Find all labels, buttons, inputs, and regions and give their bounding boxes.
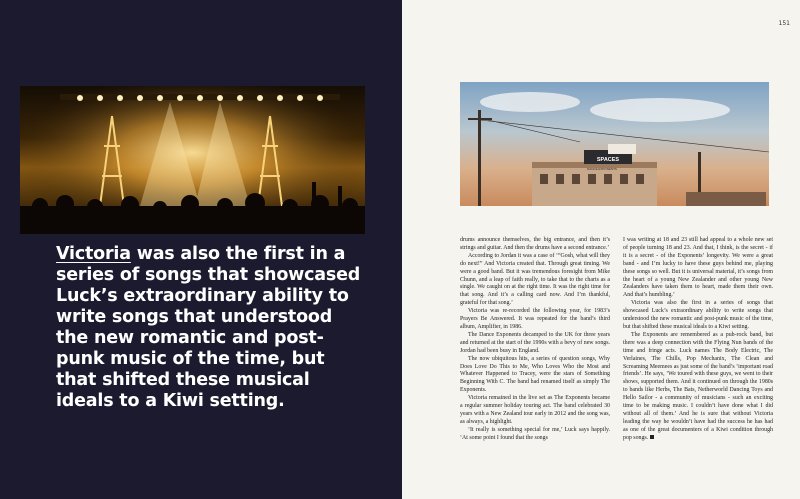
paragraph: The Dance Exponents decamped to the UK for three years and returned at the start of the 1990s with a bevy of new songs. Jordan had been busy in England. <box>460 331 610 354</box>
end-of-article-mark <box>650 435 654 439</box>
street-building-photo <box>460 82 769 206</box>
paragraph: The now ubiquitous hits, a series of question songs, Why Does Love Do This to Me, Who Loves Who the Most and Whatever Happened to Tracey, were the stars of Something Beginning With C. The band had renamed itself as simply The Exponents. <box>460 355 610 394</box>
paragraph: ‘It really is something special for me,’ Luck says happily. ‘At some point I found that the songs <box>460 426 610 441</box>
paragraph: drums announce themselves, the big entrance, and then it’s strings and guitar. And then the drums have a second entrance.’ <box>460 237 610 251</box>
pull-quote <box>56 244 366 412</box>
building-sign-text: SPACES <box>596 157 620 163</box>
pull-quote-song-title: Victoria <box>56 244 131 264</box>
article-column-1 <box>460 237 610 443</box>
concert-stage-photo <box>20 86 365 234</box>
paragraph: I was writing at 18 and 23 still had appeal to a whole new set of people turning 18 and 23. And that, I think, is the secret - if it is a secret - of the Exponents’ longevity. We were a great band - and I’m lucky to have these guys behind me, playing these songs so well. But it is universal material, it’s songs from the heart of a young New Zealander and other young New Zealanders have taken them to heart, made them their own. And that’s humbling.’ <box>623 237 773 299</box>
building-sign-subtext: DANCE EXPONENTS <box>587 167 617 171</box>
pull-quote-text: was also the first in a series of songs that showcased Luck’s extraordinary ability to write songs that understood the new romantic and post-punk music of the time, but that shifted these musical ideals to a Kiwi setting. <box>56 244 361 411</box>
paragraph-final <box>623 332 773 443</box>
article-column-2 <box>623 237 773 443</box>
paragraph: According to Jordan it was a case of ‘“Gosh, what will they do next!” And Victoria created that. Through great timing. We were a good band. But it was tremendous foresight from Mike Chunn, and a leap of faith really, to take that to the charts as a single. We caught on at the right time. It was the right time for that song. And it’s a calling card now. And I’m thankful, grateful for that song.’ <box>460 252 610 307</box>
paragraph: Victoria remained in the live set as The Exponents became a regular summer holiday touring act. The band celebrated 30 years with a New Zealand tour early in 2012 and the song was, as always, a highlight. <box>460 395 610 425</box>
right-page <box>402 0 800 499</box>
paragraph: Victoria was also the first in a series of songs that showcased Luck’s extraordinary ability to write songs that understood the new romantic and post-punk music of the time, but that shifted these musical ideals to a Kiwi setting. <box>623 300 773 330</box>
paragraph-text: The Exponents are remembered as a pub-rock band, but there was a deep connection with the Flying Nun bands of the time and fringe acts. Luck names The Body Electric, The Verlaines, The Chills, Pop Mechanix, The Clean and Screaming Meemees as just some of the band’s ‘important road friends’. He says, ‘We toured with these guys, we went to their shows, supported them. And it continued on through the 1980s to bands like Herbs, The Bats, Netherworld Dancing Toys and Hello Sailor - a community of musicians - such an exciting time to be making music. I couldn’t have done what I did without all of them.’ And he is sure that without Victoria leading the way he wouldn’t have had the success he has had as one of the great documenters of a Kiwi condition through pop songs. <box>623 331 773 441</box>
page-number: 151 <box>778 20 790 27</box>
paragraph: Victoria was re-recorded the following year, for 1983’s Prayers Be Answered. It was repeated for the band’s third album, Amplifier, in 1986. <box>460 308 610 330</box>
